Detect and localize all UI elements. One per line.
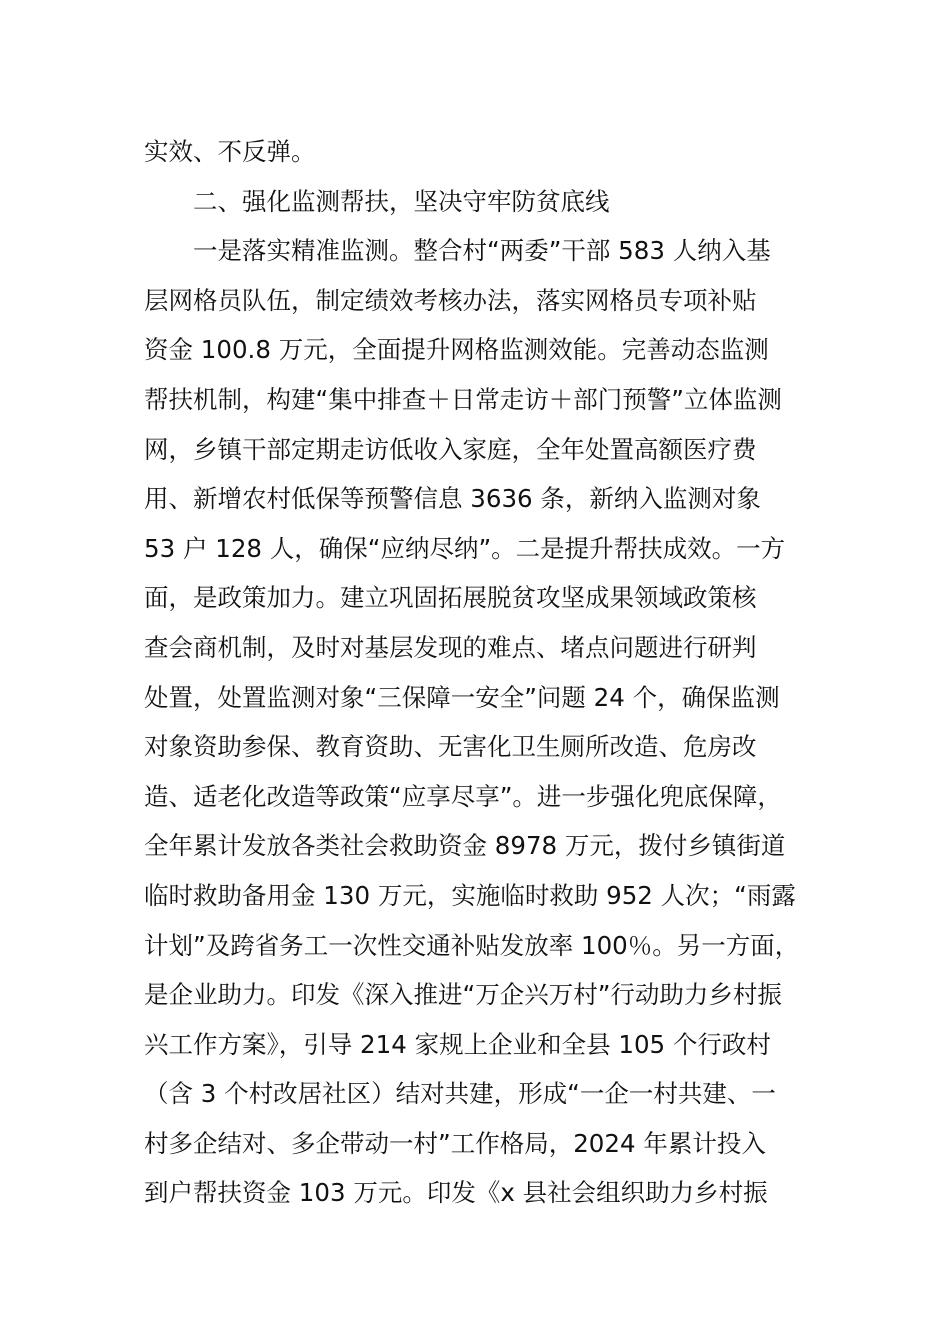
- text-line: 用、新增农村低保等预警信息 3636 条，新纳入监测对象: [144, 484, 761, 514]
- text-line: 面，是政策加力。建立巩固拓展脱贫攻坚成果领域政策核: [144, 583, 757, 613]
- text-line: 层网格员队伍，制定绩效考核办法，落实网格员专项补贴: [144, 285, 757, 315]
- text-line: 帮扶机制，构建“集中排查＋日常走访＋部门预警”立体监测: [144, 384, 782, 414]
- text-line: 是企业助力。印发《深入推进“万企兴万村”行动助力乡村振: [144, 980, 782, 1010]
- text-line: 造、适老化改造等政策“应享尽享”。进一步强化兜底保障，: [144, 781, 782, 811]
- text-line: 查会商机制，及时对基层发现的难点、堵点问题进行研判: [144, 632, 757, 662]
- text-line: 网，乡镇干部定期走访低收入家庭，全年处置高额医疗费: [144, 434, 757, 464]
- text-line: 实效、不反弹。: [144, 137, 316, 166]
- section-heading: 二、强化监测帮扶，坚决守牢防贫底线: [193, 186, 610, 216]
- text-line: 兴工作方案》，引导 214 家规上企业和全县 105 个行政村: [144, 1029, 771, 1059]
- text-line: 对象资助参保、教育资助、无害化卫生厕所改造、危房改: [144, 732, 757, 762]
- text-line: 资金 100.8 万元，全面提升网格监测效能。完善动态监测: [144, 335, 769, 365]
- text-line: （含 3 个村改居社区）结对共建，形成“一企一村共建、一: [144, 1079, 776, 1109]
- text-line: 村多企结对、多企带动一村”工作格局，2024 年累计投入: [144, 1128, 766, 1158]
- text-line: 一是落实精准监测。整合村“两委”干部 583 人纳入基: [193, 236, 771, 266]
- body-text: [144, 127, 824, 1218]
- text-line: 临时救助备用金 130 万元，实施临时救助 952 人次；“雨露: [144, 880, 796, 910]
- text-line: 全年累计发放各类社会救助资金 8978 万元，拨付乡镇街道: [144, 831, 786, 861]
- text-line: 处置，处置监测对象“三保障一安全”问题 24 个，确保监测: [144, 682, 780, 712]
- text-line: 到户帮扶资金 103 万元。印发《x 县社会组织助力乡村振: [144, 1178, 768, 1208]
- text-line: 计划”及跨省务工一次性交通补贴发放率 100％。另一方面，: [144, 930, 800, 960]
- text-line: 53 户 128 人，确保“应纳尽纳”。二是提升帮扶成效。一方: [144, 533, 786, 563]
